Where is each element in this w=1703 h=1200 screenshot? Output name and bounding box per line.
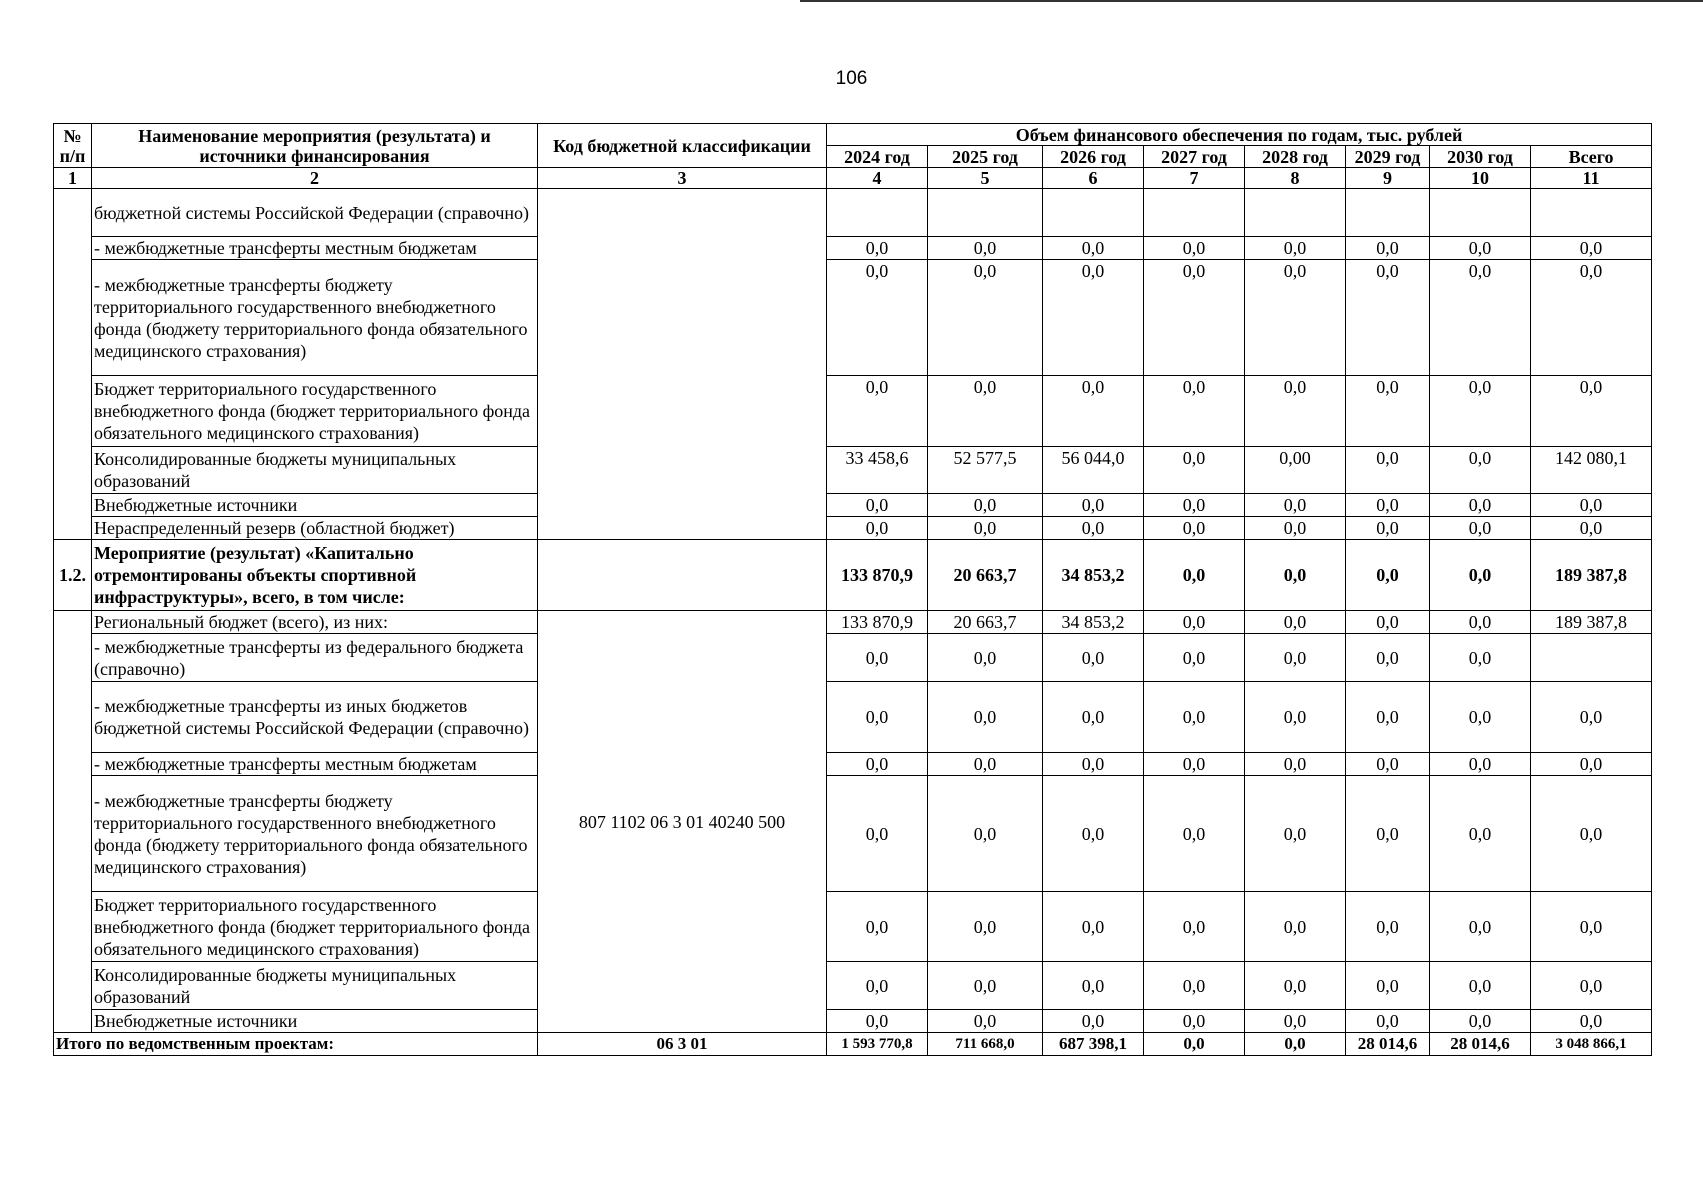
row-value: 0,0	[827, 776, 928, 892]
table-row	[54, 237, 1652, 260]
total-code: 06 3 01	[538, 1033, 827, 1056]
row-value: 0,0	[928, 237, 1043, 260]
row-value: 0,0	[1346, 1010, 1430, 1033]
header-year-2029: 2029 год	[1346, 146, 1430, 168]
total-value: 28 014,6	[1346, 1033, 1430, 1056]
row-value: 0,0	[1245, 540, 1346, 611]
row-name: - межбюджетные трансферты бюджету территориального государственного внебюджетного фонда (бюджету территориального фонда обязательного медицинского страхования)	[92, 260, 538, 376]
row-value: 20 663,7	[928, 540, 1043, 611]
col-number: 11	[1531, 168, 1652, 189]
row-value: 0,0	[1245, 753, 1346, 776]
row-value: 0,0	[1430, 237, 1531, 260]
row-value: 0,0	[1043, 634, 1144, 682]
table-row	[54, 517, 1652, 540]
row-value: 0,0	[1430, 892, 1531, 962]
row-value: 0,0	[1430, 634, 1531, 682]
row-value: 0,0	[1531, 753, 1652, 776]
header-code: Код бюджетной классификации	[538, 124, 827, 168]
row-code	[538, 189, 827, 540]
row-value: 0,0	[1144, 376, 1245, 447]
col-number: 3	[538, 168, 827, 189]
row-value: 0,0	[1430, 447, 1531, 494]
row-index	[54, 189, 92, 540]
row-name: Мероприятие (результат) «Капитально отремонтированы объекты спортивной инфраструктуры», всего, в том числе:	[92, 540, 538, 611]
row-value: 0,0	[1346, 611, 1430, 634]
row-value: 0,0	[827, 634, 928, 682]
total-value: 711 668,0	[928, 1033, 1043, 1056]
row-value: 0,0	[1430, 1010, 1531, 1033]
table-row	[54, 892, 1652, 962]
row-value: 0,0	[928, 260, 1043, 376]
table-row	[54, 1010, 1652, 1033]
row-value: 0,0	[928, 962, 1043, 1010]
row-value: 0,0	[1144, 611, 1245, 634]
row-value: 0,0	[1043, 237, 1144, 260]
row-value: 0,0	[1043, 1010, 1144, 1033]
row-name: - межбюджетные трансферты из иных бюджетов бюджетной системы Российской Федерации (справочно)	[92, 682, 538, 753]
col-number: 1	[54, 168, 92, 189]
row-value: 0,0	[1430, 753, 1531, 776]
row-index	[54, 611, 92, 1033]
row-value	[1144, 189, 1245, 237]
row-value: 0,0	[827, 260, 928, 376]
row-value	[1346, 189, 1430, 237]
row-code	[538, 540, 827, 611]
row-value: 0,0	[1346, 634, 1430, 682]
row-value	[1430, 189, 1531, 237]
row-value: 0,0	[1245, 260, 1346, 376]
total-value: 687 398,1	[1043, 1033, 1144, 1056]
row-name: бюджетной системы Российской Федерации (справочно)	[92, 189, 538, 237]
row-value: 0,0	[827, 517, 928, 540]
row-value: 0,0	[1043, 892, 1144, 962]
total-value: 0,0	[1245, 1033, 1346, 1056]
row-value: 0,0	[1144, 962, 1245, 1010]
row-value: 34 853,2	[1043, 540, 1144, 611]
row-value: 0,0	[1346, 753, 1430, 776]
row-index: 1.2.	[54, 540, 92, 611]
header-year-2024: 2024 год	[827, 146, 928, 168]
row-value: 0,0	[827, 1010, 928, 1033]
header-year-2030: 2030 год	[1430, 146, 1531, 168]
financing-table	[53, 123, 1652, 1056]
row-value: 0,0	[1531, 376, 1652, 447]
row-value: 0,0	[1043, 682, 1144, 753]
row-value: 0,0	[1144, 682, 1245, 753]
row-value: 0,0	[1245, 237, 1346, 260]
total-value: 3 048 866,1	[1531, 1033, 1652, 1056]
row-value: 0,0	[1144, 892, 1245, 962]
col-number: 6	[1043, 168, 1144, 189]
row-code: 807 1102 06 3 01 40240 500	[538, 611, 827, 1033]
table-row	[54, 682, 1652, 753]
table-row	[54, 634, 1652, 682]
row-name: Внебюджетные источники	[92, 494, 538, 517]
row-value: 0,0	[1531, 962, 1652, 1010]
row-value: 0,0	[827, 962, 928, 1010]
row-value: 0,0	[1430, 962, 1531, 1010]
row-value: 189 387,8	[1531, 540, 1652, 611]
row-value: 0,0	[827, 237, 928, 260]
table-row	[54, 260, 1652, 376]
col-number: 10	[1430, 168, 1531, 189]
row-value: 0,0	[1531, 1010, 1652, 1033]
page-number: 106	[835, 68, 868, 89]
row-value: 0,0	[1346, 540, 1430, 611]
row-name: Бюджет территориального государственного внебюджетного фонда (бюджет территориального фонда обязательного медицинского страхования)	[92, 376, 538, 447]
row-value: 0,0	[1245, 962, 1346, 1010]
row-value: 0,0	[1346, 447, 1430, 494]
row-name: Нераспределенный резерв (областной бюджет)	[92, 517, 538, 540]
row-value: 0,0	[1144, 540, 1245, 611]
row-value: 0,0	[1043, 962, 1144, 1010]
row-value: 0,0	[1430, 517, 1531, 540]
col-number: 9	[1346, 168, 1430, 189]
table-row-activity	[54, 540, 1652, 611]
row-value: 0,0	[928, 682, 1043, 753]
row-value: 0,0	[827, 892, 928, 962]
table-row	[54, 753, 1652, 776]
header-year-2026: 2026 год	[1043, 146, 1144, 168]
row-value: 0,0	[1430, 376, 1531, 447]
table-row	[54, 189, 1652, 237]
row-value: 0,0	[1531, 260, 1652, 376]
row-value: 189 387,8	[1531, 611, 1652, 634]
row-name: - межбюджетные трансферты местным бюджетам	[92, 753, 538, 776]
row-value: 33 458,6	[827, 447, 928, 494]
row-value: 0,0	[1043, 376, 1144, 447]
row-value: 0,0	[1346, 517, 1430, 540]
table-row	[54, 494, 1652, 517]
col-number: 8	[1245, 168, 1346, 189]
row-value: 0,0	[1144, 776, 1245, 892]
row-value: 0,0	[827, 494, 928, 517]
row-value	[928, 189, 1043, 237]
col-number: 7	[1144, 168, 1245, 189]
row-value: 0,0	[1144, 753, 1245, 776]
row-value: 34 853,2	[1043, 611, 1144, 634]
row-value: 0,0	[1346, 682, 1430, 753]
table-row-total	[54, 1033, 1652, 1056]
row-value	[1531, 634, 1652, 682]
row-name: Бюджет территориального государственного внебюджетного фонда (бюджет территориального фонда обязательного медицинского страхования)	[92, 892, 538, 962]
col-number: 2	[92, 168, 538, 189]
header-name: Наименование мероприятия (результата) и источники финансирования	[92, 124, 538, 168]
total-value: 28 014,6	[1430, 1033, 1531, 1056]
row-value: 0,0	[1346, 237, 1430, 260]
row-name: - межбюджетные трансферты из федерального бюджета (справочно)	[92, 634, 538, 682]
row-name: - межбюджетные трансферты бюджету территориального государственного внебюджетного фонда (бюджету территориального фонда обязательного медицинского страхования)	[92, 776, 538, 892]
row-value: 52 577,5	[928, 447, 1043, 494]
row-value: 0,0	[1531, 237, 1652, 260]
table-row	[54, 376, 1652, 447]
row-value: 0,0	[1531, 776, 1652, 892]
row-value	[1245, 189, 1346, 237]
total-label: Итого по ведомственным проектам:	[54, 1033, 538, 1056]
table-row	[54, 962, 1652, 1010]
row-value: 0,0	[827, 753, 928, 776]
row-name: Внебюджетные источники	[92, 1010, 538, 1033]
row-value: 0,0	[1144, 517, 1245, 540]
row-value: 0,0	[1430, 540, 1531, 611]
row-value: 0,0	[1245, 892, 1346, 962]
row-value: 0,0	[928, 517, 1043, 540]
row-value: 0,0	[1531, 494, 1652, 517]
row-value	[1043, 189, 1144, 237]
row-value: 0,00	[1245, 447, 1346, 494]
row-value: 0,0	[1430, 494, 1531, 517]
row-value	[827, 189, 928, 237]
row-value: 0,0	[827, 376, 928, 447]
row-value: 0,0	[928, 753, 1043, 776]
row-value: 0,0	[1245, 682, 1346, 753]
header-year-2028: 2028 год	[1245, 146, 1346, 168]
row-value: 0,0	[1144, 1010, 1245, 1033]
row-value: 0,0	[1346, 962, 1430, 1010]
table-row	[54, 776, 1652, 892]
row-value: 0,0	[827, 682, 928, 753]
row-value: 0,0	[1430, 682, 1531, 753]
row-value: 0,0	[928, 376, 1043, 447]
row-name: - межбюджетные трансферты местным бюджетам	[92, 237, 538, 260]
row-name: Региональный бюджет (всего), из них:	[92, 611, 538, 634]
row-value: 0,0	[1043, 517, 1144, 540]
row-value: 0,0	[1144, 447, 1245, 494]
row-value: 56 044,0	[1043, 447, 1144, 494]
header-total: Всего	[1531, 146, 1652, 168]
row-value: 133 870,9	[827, 540, 928, 611]
row-value: 0,0	[1245, 1010, 1346, 1033]
col-number: 4	[827, 168, 928, 189]
row-value: 133 870,9	[827, 611, 928, 634]
row-value: 0,0	[1043, 494, 1144, 517]
header-year-2025: 2025 год	[928, 146, 1043, 168]
row-value: 0,0	[1144, 237, 1245, 260]
header-no: № п/п	[54, 124, 92, 168]
row-value: 0,0	[1346, 494, 1430, 517]
row-value: 0,0	[1346, 892, 1430, 962]
header-year-2027: 2027 год	[1144, 146, 1245, 168]
row-value: 0,0	[1430, 776, 1531, 892]
row-value: 0,0	[1346, 260, 1430, 376]
header-volume: Объем финансового обеспечения по годам, тыс. рублей	[827, 124, 1652, 146]
row-value: 0,0	[1245, 376, 1346, 447]
row-value: 0,0	[1531, 517, 1652, 540]
row-name: Консолидированные бюджеты муниципальных образований	[92, 447, 538, 494]
row-value: 0,0	[1144, 494, 1245, 517]
row-value: 0,0	[928, 1010, 1043, 1033]
row-value	[1531, 189, 1652, 237]
row-value: 0,0	[1245, 611, 1346, 634]
row-value: 0,0	[1430, 611, 1531, 634]
row-value: 0,0	[928, 892, 1043, 962]
total-value: 1 593 770,8	[827, 1033, 928, 1056]
row-value: 20 663,7	[928, 611, 1043, 634]
row-value: 0,0	[1531, 682, 1652, 753]
row-value: 0,0	[1043, 753, 1144, 776]
row-value: 0,0	[928, 776, 1043, 892]
row-value: 0,0	[1245, 517, 1346, 540]
row-value: 0,0	[1245, 494, 1346, 517]
row-value: 0,0	[1245, 634, 1346, 682]
total-value: 0,0	[1144, 1033, 1245, 1056]
row-value: 0,0	[1531, 892, 1652, 962]
row-value: 0,0	[928, 634, 1043, 682]
row-value: 0,0	[1430, 260, 1531, 376]
row-value: 0,0	[1043, 776, 1144, 892]
table-row	[54, 447, 1652, 494]
row-value: 142 080,1	[1531, 447, 1652, 494]
col-number: 5	[928, 168, 1043, 189]
row-name: Консолидированные бюджеты муниципальных образований	[92, 962, 538, 1010]
table-row	[54, 611, 1652, 634]
row-value: 0,0	[1144, 260, 1245, 376]
row-value: 0,0	[1346, 776, 1430, 892]
row-value: 0,0	[928, 494, 1043, 517]
row-value: 0,0	[1144, 634, 1245, 682]
row-value: 0,0	[1245, 776, 1346, 892]
row-value: 0,0	[1346, 376, 1430, 447]
top-border-line	[800, 0, 1703, 2]
row-value: 0,0	[1043, 260, 1144, 376]
